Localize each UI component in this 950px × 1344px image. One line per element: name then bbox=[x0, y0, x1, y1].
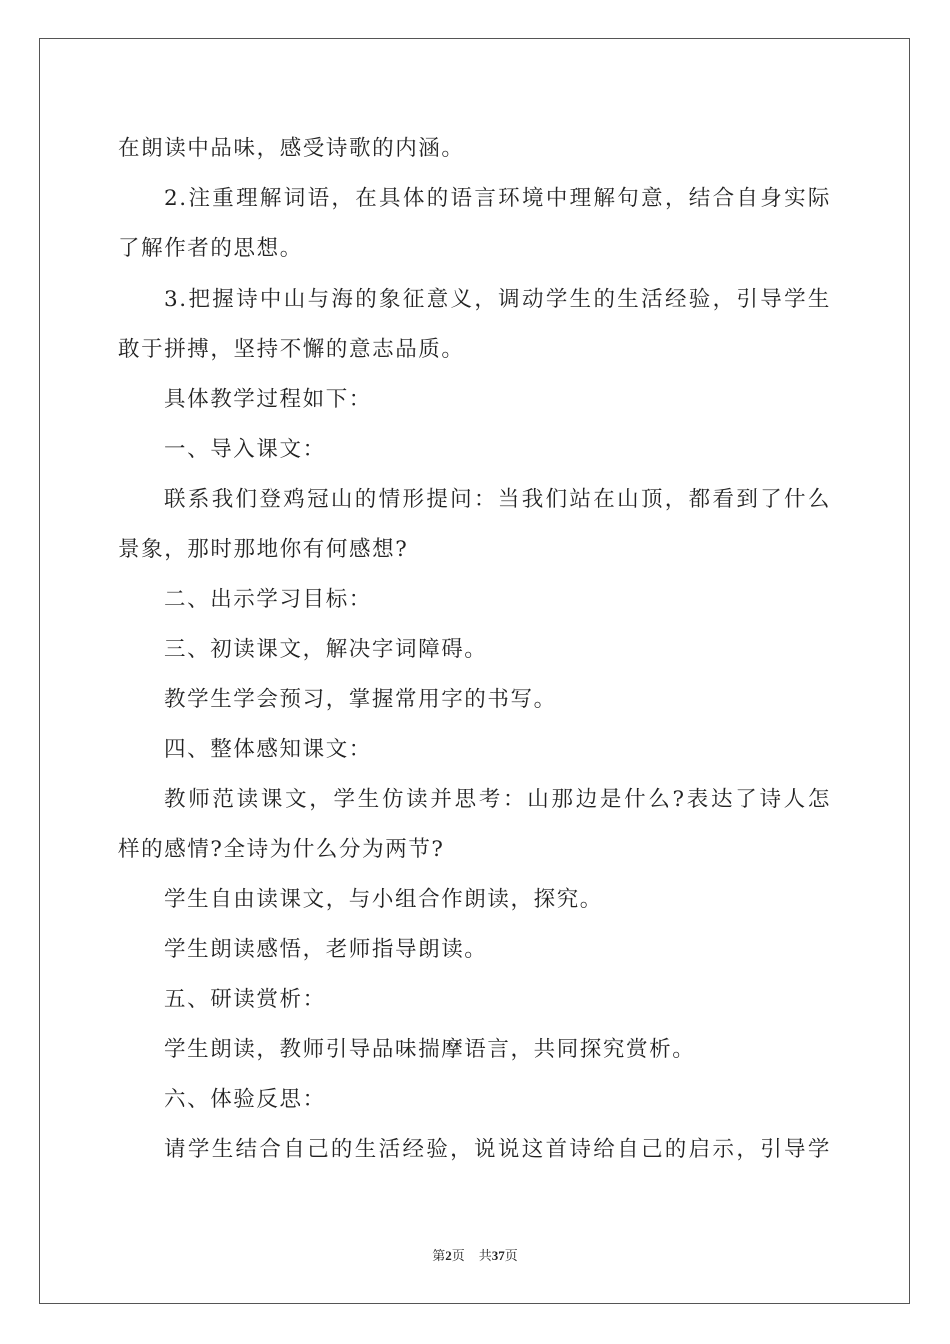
text-line: 教学生学会预习，掌握常用字的书写。 bbox=[164, 687, 557, 712]
text-line: 学生朗读感悟，老师指导朗读。 bbox=[164, 937, 488, 962]
text-line: 了解作者的思想。 bbox=[118, 236, 303, 261]
text-line: 3.把握诗中山与海的象征意义，调动学生的生活经验，引导学生 bbox=[164, 287, 831, 312]
section-heading: 四、整体感知课文： bbox=[164, 737, 372, 762]
text-line: 景象，那时那地你有何感想? bbox=[118, 537, 409, 562]
page-prefix: 第 bbox=[432, 1249, 446, 1264]
total-pages: 37 bbox=[491, 1248, 505, 1263]
total-suffix: 页 bbox=[504, 1249, 518, 1264]
text-line: 学生自由读课文，与小组合作朗读，探究。 bbox=[164, 887, 603, 912]
text-line: 请学生结合自己的生活经验，说说这首诗给自己的启示，引导学 bbox=[164, 1137, 831, 1162]
text-line: 具体教学过程如下： bbox=[164, 387, 372, 412]
text-line: 学生朗读，教师引导品味揣摩语言，共同探究赏析。 bbox=[164, 1037, 696, 1062]
page-suffix: 页 bbox=[451, 1249, 465, 1264]
section-heading: 一、导入课文： bbox=[164, 437, 326, 462]
section-heading: 二、出示学习目标： bbox=[164, 587, 372, 612]
text-line: 在朗读中品味，感受诗歌的内涵。 bbox=[118, 136, 465, 161]
text-line: 2.注重理解词语，在具体的语言环境中理解句意，结合自身实际 bbox=[164, 186, 831, 211]
page-footer bbox=[0, 1247, 950, 1266]
text-line: 联系我们登鸡冠山的情形提问：当我们站在山顶，都看到了什么 bbox=[164, 487, 831, 512]
text-line: 样的感情?全诗为什么分为两节? bbox=[118, 837, 445, 862]
section-heading: 六、体验反思： bbox=[164, 1087, 326, 1112]
section-heading: 三、初读课文，解决字词障碍。 bbox=[164, 637, 488, 662]
section-heading: 五、研读赏析： bbox=[164, 987, 326, 1012]
text-line: 教师范读课文，学生仿读并思考：山那边是什么?表达了诗人怎 bbox=[164, 787, 831, 812]
total-prefix: 共 bbox=[478, 1249, 492, 1264]
text-line: 敢于拼搏，坚持不懈的意志品质。 bbox=[118, 337, 465, 362]
page-number: 2 bbox=[445, 1248, 452, 1263]
